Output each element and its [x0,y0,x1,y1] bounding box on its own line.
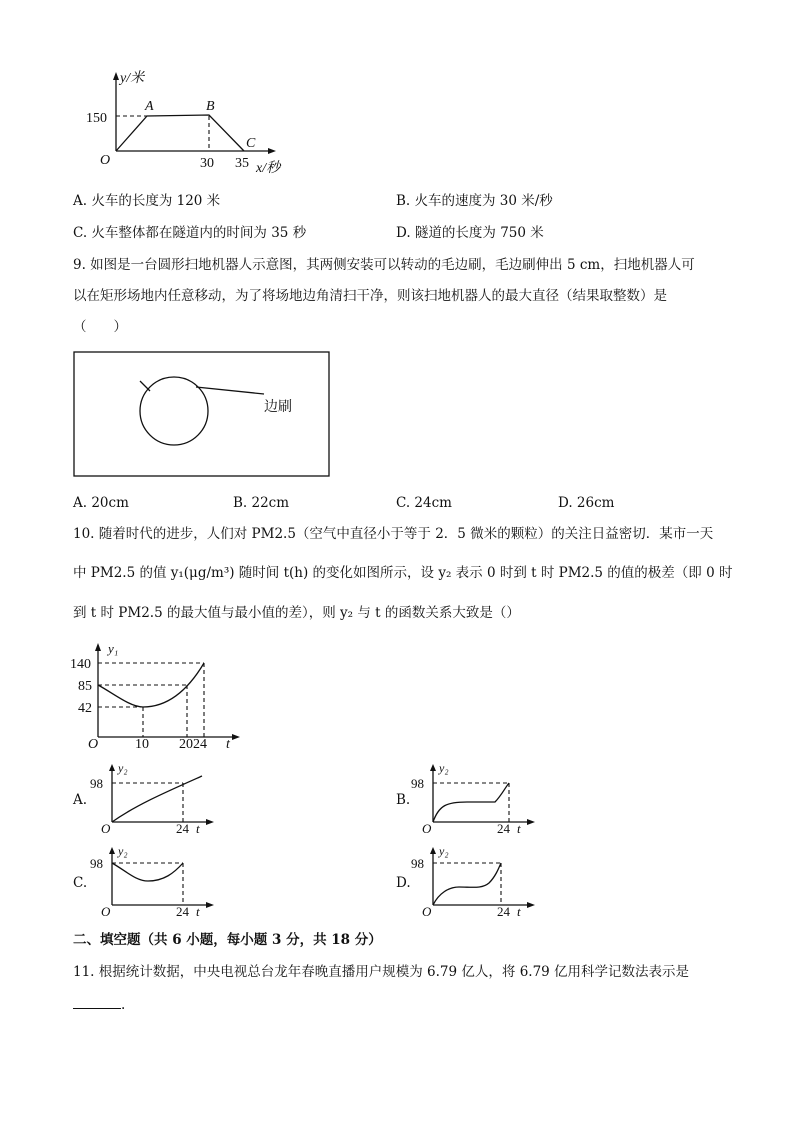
q10-x-tick-24: 24 [193,737,207,752]
q10-main-graph [68,640,248,750]
q10-option-c-graph [90,843,226,919]
q10-option-d-y-tick-98: 98 [411,856,424,871]
q10-text-line-1: 10. 随着时代的进步，人们对 PM2.5（空气中直径小于等于 2．5 微米的颗粒）的关注日益密切．某市一天 [73,526,714,542]
q10-option-c-origin: O [101,904,111,919]
q8-y-axis-label: y/米 [120,71,145,86]
q10-option-b-x-tick-24: 24 [497,821,510,836]
section-2-heading: 二、填空题（共 6 小题，每小题 3 分，共 18 分） [73,932,382,948]
q10-option-c-x-tick-24: 24 [176,904,189,919]
q8-x-axis-label: x/秒 [256,161,281,176]
q10-option-d-t-label: t [517,904,521,919]
q8-point-b: B [206,99,215,114]
q10-t-label: t [226,737,230,752]
q10-y-tick-42: 42 [78,701,92,716]
q10-text-line-3: 到 t 时 PM2.5 的最大值与最小值的差），则 y₂ 与 t 的函数关系大致是（） [73,605,520,621]
q10-option-b-y-tick-98: 98 [411,776,424,791]
q8-origin: O [100,153,111,168]
q11-end-period: . [121,997,126,1013]
q10-option-a-label: A. [73,792,88,808]
q10-option-c-t-label: t [196,904,200,919]
q10-option-a-origin: O [101,821,111,836]
q9-left-brush [140,381,150,391]
q10-option-b-label: B. [396,792,411,808]
q10-y-tick-85: 85 [78,679,92,694]
q9-option-c: C. 24cm [396,495,452,511]
q10-option-d-origin: O [422,904,432,919]
q8-x-tick-35: 35 [235,156,249,171]
q10-option-d-x-tick-24: 24 [497,904,510,919]
q10-option-c-label: C. [73,875,88,891]
q8-distance-time-line [116,115,244,151]
q10-option-a-y2-label: y₂ [118,761,128,775]
q9-text-line-1: 9. 如图是一台圆形扫地机器人示意图，其两侧安装可以转动的毛边刷，毛边刷伸出 5 cm，扫地机器人可 [73,257,695,273]
q8-graph [82,70,282,180]
q10-option-b-curve [433,783,509,822]
q10-option-b-graph [411,760,547,836]
q10-y1-label: y₁ [108,641,119,656]
q9-brush-label: 边刷 [264,399,292,415]
q10-option-a-y-tick-98: 98 [90,776,103,791]
q10-option-d-curve [433,863,501,905]
q10-option-a-t-label: t [196,821,200,836]
q11-answer-blank[interactable] [73,994,121,1009]
q10-option-d-graph [411,843,547,919]
q8-option-c: C. 火车整体都在隧道内的时间为 35 秒 [73,225,307,241]
q9-text-line-2: 以在矩形场地内任意移动，为了将场地边角清扫干净，则该扫地机器人的最大直径（结果取整数）是 [73,288,667,304]
q10-x-tick-10: 10 [135,737,149,752]
q8-x-tick-30: 30 [200,156,214,171]
q10-option-a-x-tick-24: 24 [176,821,189,836]
q10-option-c-y-tick-98: 98 [90,856,103,871]
q9-text-line-3: （ ） [73,319,127,335]
q10-option-d-label: D. [396,875,411,891]
q10-option-a-graph [90,760,226,836]
q9-right-brush [196,387,264,394]
q8-option-a: A. 火车的长度为 120 米 [73,193,221,209]
q10-origin: O [88,737,99,752]
q9-option-a: A. 20cm [73,495,129,511]
q11-text-line-1: 11. 根据统计数据，中央电视总台龙年春晚直播用户规模为 6.79 亿人，将 6.79 亿用科学记数法表示是 [73,964,690,980]
q10-option-b-y2-label: y₂ [439,761,449,775]
q9-option-d: D. 26cm [558,495,615,511]
q10-option-b-origin: O [422,821,432,836]
q10-x-tick-20: 20 [179,737,193,752]
q8-point-c: C [246,136,256,151]
q10-y-tick-140: 140 [70,657,91,672]
q8-y-tick-150: 150 [86,111,107,126]
q8-point-a: A [145,99,154,114]
q10-option-c-y2-label: y₂ [118,844,128,858]
q9-option-b: B. 22cm [233,495,290,511]
q8-option-b: B. 火车的速度为 30 米/秒 [396,193,553,209]
q10-option-c-curve [112,863,183,881]
q8-option-d: D. 隧道的长度为 750 米 [396,225,544,241]
q10-text-line-2: 中 PM2.5 的值 y₁(μg/m³) 随时间 t(h) 的变化如图所示，设 y₂ 表示 0 时到 t 时 PM2.5 的值的极差（即 0 时 [73,565,733,581]
q9-robot-figure [72,349,332,479]
q10-option-b-t-label: t [517,821,521,836]
q11-answer-line [73,994,125,1015]
q10-option-d-y2-label: y₂ [439,844,449,858]
